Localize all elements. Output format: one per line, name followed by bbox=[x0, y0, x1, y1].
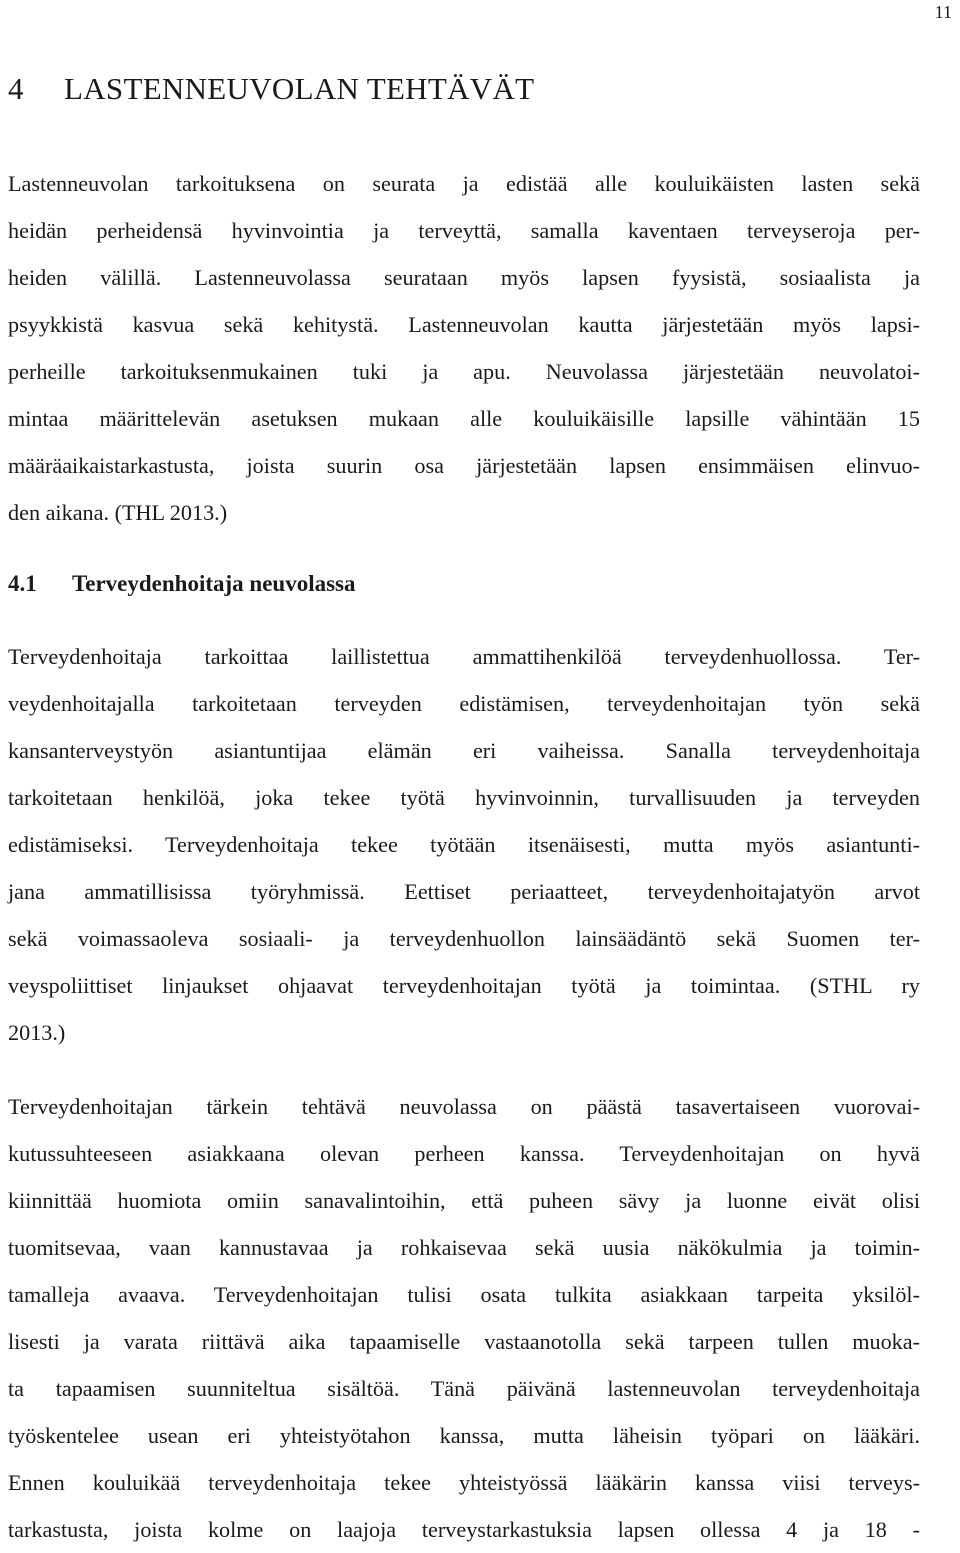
text-line: kiinnittää huomiota omiin sanavalintoihin, että puheen sävy ja luonne eivät olisi bbox=[8, 1188, 920, 1213]
text-line: heiden välillä. Lastenneuvolassa seurataan myös lapsen fyysistä, sosiaalista ja bbox=[8, 265, 920, 290]
text-line: tuomitsevaa, vaan kannustavaa ja rohkaisevaa sekä uusia näkökulmia ja toimin- bbox=[8, 1235, 920, 1260]
subsection-number: 4.1 bbox=[8, 571, 37, 596]
text-line: ta tapaamisen suunniteltua sisältöä. Tänä päivänä lastenneuvolan terveydenhoitaja bbox=[8, 1376, 920, 1401]
text-line: kansanterveystyön asiantuntijaa elämän eri vaiheissa. Sanalla terveydenhoitaja bbox=[8, 738, 920, 763]
subsection-title: Terveydenhoitaja neuvolassa bbox=[72, 571, 356, 596]
text-line: 2013.) bbox=[8, 1020, 66, 1045]
paragraph-1 bbox=[8, 160, 920, 536]
text-line: määräaikaistarkastusta, joista suurin osa järjestetään lapsen ensimmäisen elinvuo- bbox=[8, 453, 920, 478]
paragraph-2 bbox=[8, 633, 920, 1056]
text-line: perheille tarkoituksenmukainen tuki ja apu. Neuvolassa järjestetään neuvolatoi- bbox=[8, 359, 920, 384]
section-number: 4 bbox=[8, 71, 24, 106]
text-line: tarkoitetaan henkilöä, joka tekee työtä hyvinvoinnin, turvallisuuden ja terveyden bbox=[8, 785, 920, 810]
text-line: tarkastusta, joista kolme on laajoja terveystarkastuksia lapsen ollessa 4 ja 18 - bbox=[8, 1517, 920, 1542]
text-line: veyspoliittiset linjaukset ohjaavat terveydenhoitajan työtä ja toimintaa. (STHL ry bbox=[8, 973, 920, 998]
paragraph-3 bbox=[8, 1083, 920, 1553]
text-line: jana ammatillisissa työryhmissä. Eettiset periaatteet, terveydenhoitajatyön arvot bbox=[8, 879, 920, 904]
text-line: tamalleja avaava. Terveydenhoitajan tulisi osata tulkita asiakkaan tarpeita yksilöl- bbox=[8, 1282, 920, 1307]
text-line: heidän perheidensä hyvinvointia ja terveyttä, samalla kaventaen terveyseroja per- bbox=[8, 218, 920, 243]
text-line: työskentelee usean eri yhteistyötahon kanssa, mutta läheisin työpari on lääkäri. bbox=[8, 1423, 920, 1448]
subsection-heading bbox=[8, 566, 355, 602]
text-line: Terveydenhoitajan tärkein tehtävä neuvolassa on päästä tasavertaiseen vuorovai- bbox=[8, 1094, 920, 1119]
section-title: LASTENNEUVOLAN TEHTÄVÄT bbox=[64, 71, 535, 106]
section-heading bbox=[8, 70, 534, 108]
text-line: mintaa määrittelevän asetuksen mukaan alle kouluikäisille lapsille vähintään 15 bbox=[8, 406, 920, 431]
text-line: edistämiseksi. Terveydenhoitaja tekee työtään itsenäisesti, mutta myös asiantunti- bbox=[8, 832, 920, 857]
page-number: 11 bbox=[934, 2, 952, 22]
text-line: lisesti ja varata riittävä aika tapaamiselle vastaanotolla sekä tarpeen tullen muoka- bbox=[8, 1329, 920, 1354]
text-line: Ennen kouluikää terveydenhoitaja tekee yhteistyössä lääkärin kanssa viisi terveys- bbox=[8, 1470, 920, 1495]
text-line: kutussuhteeseen asiakkaana olevan perheen kanssa. Terveydenhoitajan on hyvä bbox=[8, 1141, 920, 1166]
text-line: Lastenneuvolan tarkoituksena on seurata ja edistää alle kouluikäisten lasten sekä bbox=[8, 171, 920, 196]
text-line: sekä voimassaoleva sosiaali- ja terveydenhuollon lainsäädäntö sekä Suomen ter- bbox=[8, 926, 920, 951]
text-line: Terveydenhoitaja tarkoittaa laillistettua ammattihenkilöä terveydenhuollossa. Ter- bbox=[8, 644, 920, 669]
text-line: veydenhoitajalla tarkoitetaan terveyden edistämisen, terveydenhoitajan työn sekä bbox=[8, 691, 920, 716]
text-line: psyykkistä kasvua sekä kehitystä. Lastenneuvolan kautta järjestetään myös lapsi- bbox=[8, 312, 920, 337]
text-line: den aikana. (THL 2013.) bbox=[8, 500, 228, 525]
